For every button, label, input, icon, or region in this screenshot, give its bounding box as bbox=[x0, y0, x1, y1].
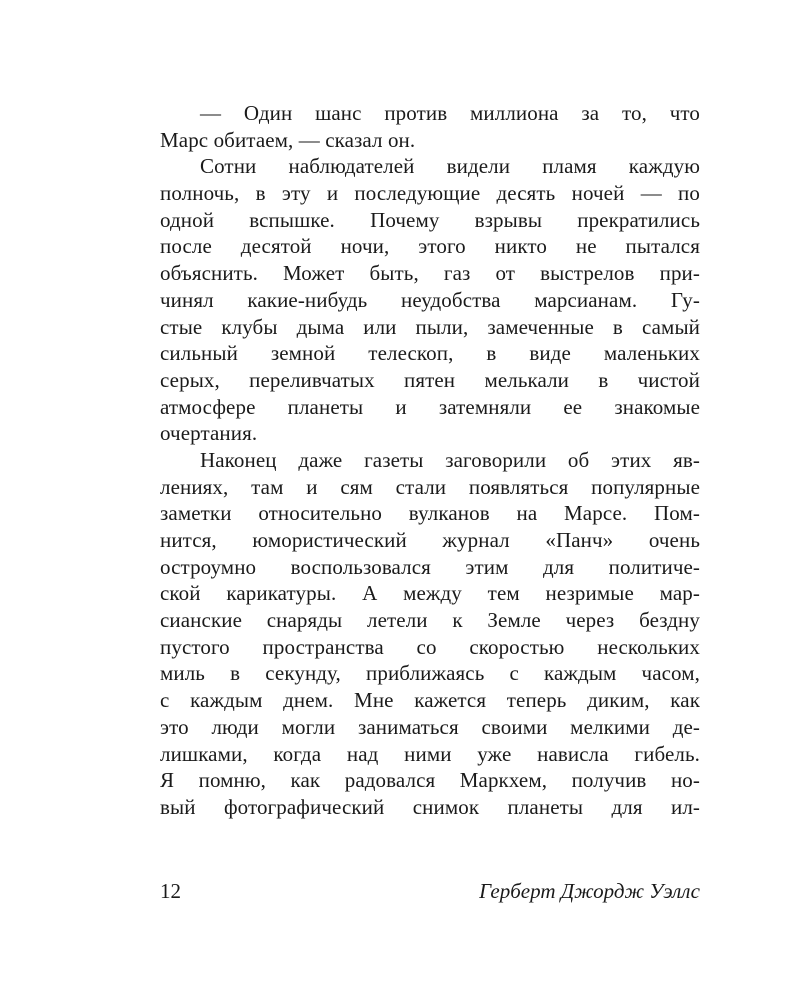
text-line: это люди могли заниматься своими мелкими де- bbox=[160, 714, 700, 739]
text-line: чинял какие-нибудь неудобства марсианам. Гу- bbox=[160, 287, 700, 312]
text-line: ской карикатуры. А между тем незримые мар- bbox=[160, 581, 700, 606]
text-line: сильный земной телескоп, в виде маленьких bbox=[160, 341, 700, 366]
text-line: стые клубы дыма или пыли, замеченные в самый bbox=[160, 314, 700, 339]
text-line: заметки относительно вулканов на Марсе. Пом- bbox=[160, 501, 700, 526]
text-line: Сотни наблюдателей видели пламя каждую bbox=[200, 154, 700, 179]
text-line: пустого пространства со скоростью нескольких bbox=[160, 634, 700, 659]
text-line: сианские снаряды летели к Земле через бездну bbox=[160, 608, 700, 633]
text-line: одной вспышке. Почему взрывы прекратились bbox=[160, 207, 700, 232]
page-footer bbox=[160, 876, 700, 906]
text-line: очертания. bbox=[160, 421, 258, 446]
text-line: атмосфере планеты и затемняли ее знакомые bbox=[160, 394, 700, 419]
text-line: с каждым днем. Мне кажется теперь диким, как bbox=[160, 688, 700, 713]
text-line: полночь, в эту и последующие десять ночей — по bbox=[160, 181, 700, 206]
body-text bbox=[160, 100, 700, 821]
text-line: Наконец даже газеты заговорили об этих яв- bbox=[200, 447, 700, 472]
text-line: остроумно воспользовался этим для политиче- bbox=[160, 554, 700, 579]
text-line: — Один шанс против миллиона за то, что bbox=[200, 101, 700, 125]
text-line: Я помню, как радовался Маркхем, получив но- bbox=[160, 768, 700, 793]
text-line: объяснить. Может быть, газ от выстрелов при- bbox=[160, 261, 700, 286]
text-line: лишками, когда над ними уже нависла гибель. bbox=[160, 741, 700, 766]
text-line: нится, юмористический журнал «Панч» очень bbox=[160, 528, 700, 552]
paragraph-2 bbox=[160, 153, 700, 447]
text-line: вый фотографический снимок планеты для ил- bbox=[160, 794, 700, 819]
text-line: серых, переливчатых пятен мелькали в чистой bbox=[160, 367, 700, 392]
page-number: 12 bbox=[160, 879, 181, 903]
paragraph-3 bbox=[160, 447, 700, 821]
paragraph-1 bbox=[160, 100, 700, 153]
text-line: миль в секунду, приближаясь с каждым часом, bbox=[160, 661, 700, 686]
text-line: лениях, там и сям стали появляться популярные bbox=[160, 474, 700, 499]
text-line: Марс обитаем, — сказал он. bbox=[160, 127, 416, 152]
running-title: Герберт Джордж Уэллс bbox=[479, 879, 700, 903]
text-line: после десятой ночи, этого никто не пытался bbox=[160, 234, 700, 259]
